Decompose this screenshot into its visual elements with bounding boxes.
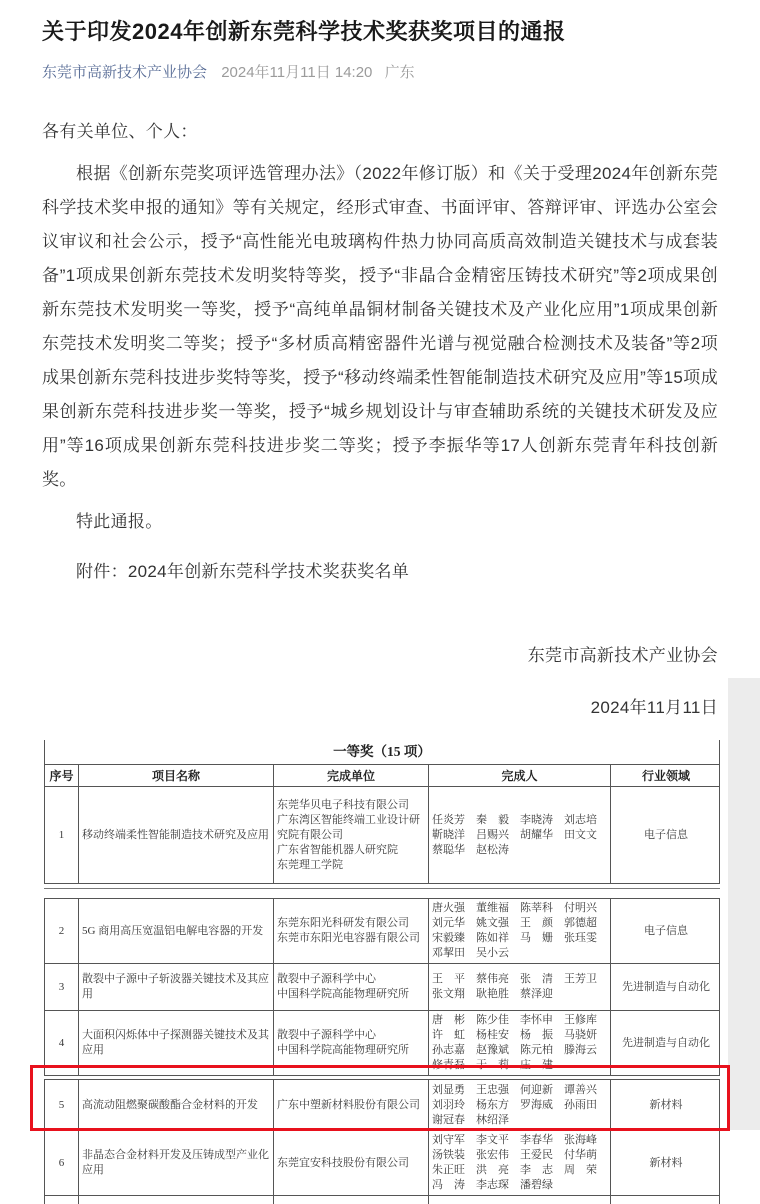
cell-industry: 新材料 xyxy=(649,1156,683,1169)
cell-persons: 王 平 蔡伟亮 张 清 王芳卫 张文翔 耿艳胜 蔡泽迎 xyxy=(429,964,611,1010)
cell-project: 移动终端柔性智能制造技术研究及应用 xyxy=(79,787,274,883)
publish-location: 广东 xyxy=(384,64,415,81)
cell-persons: 唐火强 董维福 陈莘科 付明兴 刘元华 姚文强 王 颜 郭德超 宋毅臻 陈如祥 马 姗 张珏雯 邓挈田 吴小云 xyxy=(429,899,611,963)
table-row-4 xyxy=(45,1011,719,1075)
table-block-first-prize xyxy=(44,740,720,884)
table-row-3 xyxy=(45,964,719,1011)
table-row-1 xyxy=(45,787,719,883)
cell-no: 2 xyxy=(45,899,79,963)
cell-persons: 刘显勇 王忠强 何迎新 谭善兴 刘羽玲 杨东方 罗海威 孙雨田 谢冠春 林绍泽 xyxy=(429,1080,611,1130)
salutation: 各有关单位、个人： xyxy=(42,122,198,141)
cell-units: 东莞宜安科技股份有限公司 xyxy=(274,1131,429,1195)
article-title: 关于印发2024年创新东莞科学技术奖获奖项目的通报 xyxy=(42,19,566,44)
cell-no: 5 xyxy=(45,1080,79,1130)
cell-industry: 先进制造与自动化 xyxy=(622,1036,710,1049)
table-block-rows-2-4 xyxy=(44,898,720,1076)
cell-persons: 任炎芳 秦 毅 李晓涛 刘志培 靳晓洋 吕赐兴 胡耀华 田文文 蔡聪华 赵松涛 xyxy=(429,787,611,883)
cell-project: 散裂中子源中子斩波器关键技术及其应用 xyxy=(79,964,274,1010)
table-row-5 xyxy=(45,1080,719,1131)
cell-units: 散裂中子源科学中心 中国科学院高能物理研究所 xyxy=(274,1011,429,1075)
cell-no: 6 xyxy=(45,1131,79,1195)
official-account-link[interactable]: 东莞市高新技术产业协会 xyxy=(42,64,208,81)
cell-project: 高流动阻燃聚碳酸酯合金材料的开发 xyxy=(79,1080,274,1130)
cell-project: 5G 商用高压宽温铝电解电容器的开发 xyxy=(79,899,274,963)
attachment-line: 附件：2024年创新东莞科学技术奖获奖名单 xyxy=(76,562,410,581)
cell-persons: 唐 彬 陈少佳 李怀申 王修库 许 虹 杨桂安 杨 振 马骁妍 孙志嘉 赵豫斌 陈元柏 滕海云 修青磊 于 莉 庄 建 xyxy=(429,1011,611,1075)
table-next-row-stub xyxy=(44,1196,720,1204)
signature-date: 2024年11月11日 xyxy=(590,698,718,717)
cell-no: 4 xyxy=(45,1011,79,1075)
table-title: 一等奖（15 项） xyxy=(45,740,719,765)
cell-project: 非晶态合金材料开发及压铸成型产业化应用 xyxy=(79,1131,274,1195)
cell-project: 大面积闪烁体中子探测器关键技术及其应用 xyxy=(79,1011,274,1075)
col-header-industry: 行业领域 xyxy=(641,769,690,783)
cell-units: 东莞华贝电子科技有限公司 广东湾区智能终端工业设计研究院有限公司 广东省智能机器人研究院 东莞理工学院 xyxy=(274,787,429,883)
main-paragraph: 根据《创新东莞奖项评选管理办法》（2022年修订版）和《关于受理2024年创新东莞科学技术奖申报的通知》等有关规定，经形式审查、书面评审、答辩评审、评选办公室会议审议和社会公示，授予“高性能光电玻璃构件热力协同高质高效制造关键技术与成套装备”1项成果创新东莞技术发明奖特等奖，授予“非晶合金精密压铸技术研究”等2项成果创新东莞技术发明奖一等奖，授予“高纯单晶铜材制备关键技术及产业化应用”1项成果创新东莞技术发明奖二等奖；授予“多材质高精密器件光谱与视觉融合检测技术及装备”等2项成果创新东莞科技进步奖特等奖，授予“移动终端柔性智能制造技术研究及应用”等15项成果创新东莞科技进步奖一等奖，授予“城乡规划设计与审查辅助系统的关键技术研发及应用”等16项成果创新东莞科技进步奖二等奖；授予李振华等17人创新东莞青年科技创新奖。 xyxy=(42,164,718,489)
table-header-row xyxy=(45,765,719,787)
table-block-rows-5-6 xyxy=(44,1079,720,1196)
col-header-no: 序号 xyxy=(45,765,79,786)
cell-industry: 先进制造与自动化 xyxy=(622,980,710,993)
col-header-project: 项目名称 xyxy=(79,765,274,786)
cell-no: 1 xyxy=(45,787,79,883)
table-row-2 xyxy=(45,899,719,964)
cell-industry: 新材料 xyxy=(649,1098,683,1111)
closing-line: 特此通报。 xyxy=(76,512,163,531)
col-header-units: 完成单位 xyxy=(274,765,429,786)
cell-industry: 电子信息 xyxy=(644,924,688,937)
col-header-persons: 完成人 xyxy=(429,765,611,786)
byline xyxy=(42,62,718,83)
publish-datetime: 2024年11月11日 14:20 xyxy=(221,64,373,81)
table-split-line xyxy=(44,888,720,889)
award-table-image xyxy=(44,740,720,1204)
cell-units: 东莞东阳光科研发有限公司 东莞市东阳光电容器有限公司 xyxy=(274,899,429,963)
signature-org: 东莞市高新技术产业协会 xyxy=(527,646,718,665)
scan-gray-margin xyxy=(728,678,760,1130)
cell-industry: 电子信息 xyxy=(644,828,688,841)
article-body xyxy=(42,115,718,725)
cell-units: 散裂中子源科学中心 中国科学院高能物理研究所 xyxy=(274,964,429,1010)
cell-units: 广东中塑新材料股份有限公司 xyxy=(274,1080,429,1130)
cell-persons: 刘守军 李文平 李春华 张海峰 汤铁装 张宏伟 王爱民 付华萌 朱正旺 洪 亮 李 志 周 荣 冯 涛 李志琛 潘碧绿 xyxy=(429,1131,611,1195)
cell-no: 3 xyxy=(45,964,79,1010)
